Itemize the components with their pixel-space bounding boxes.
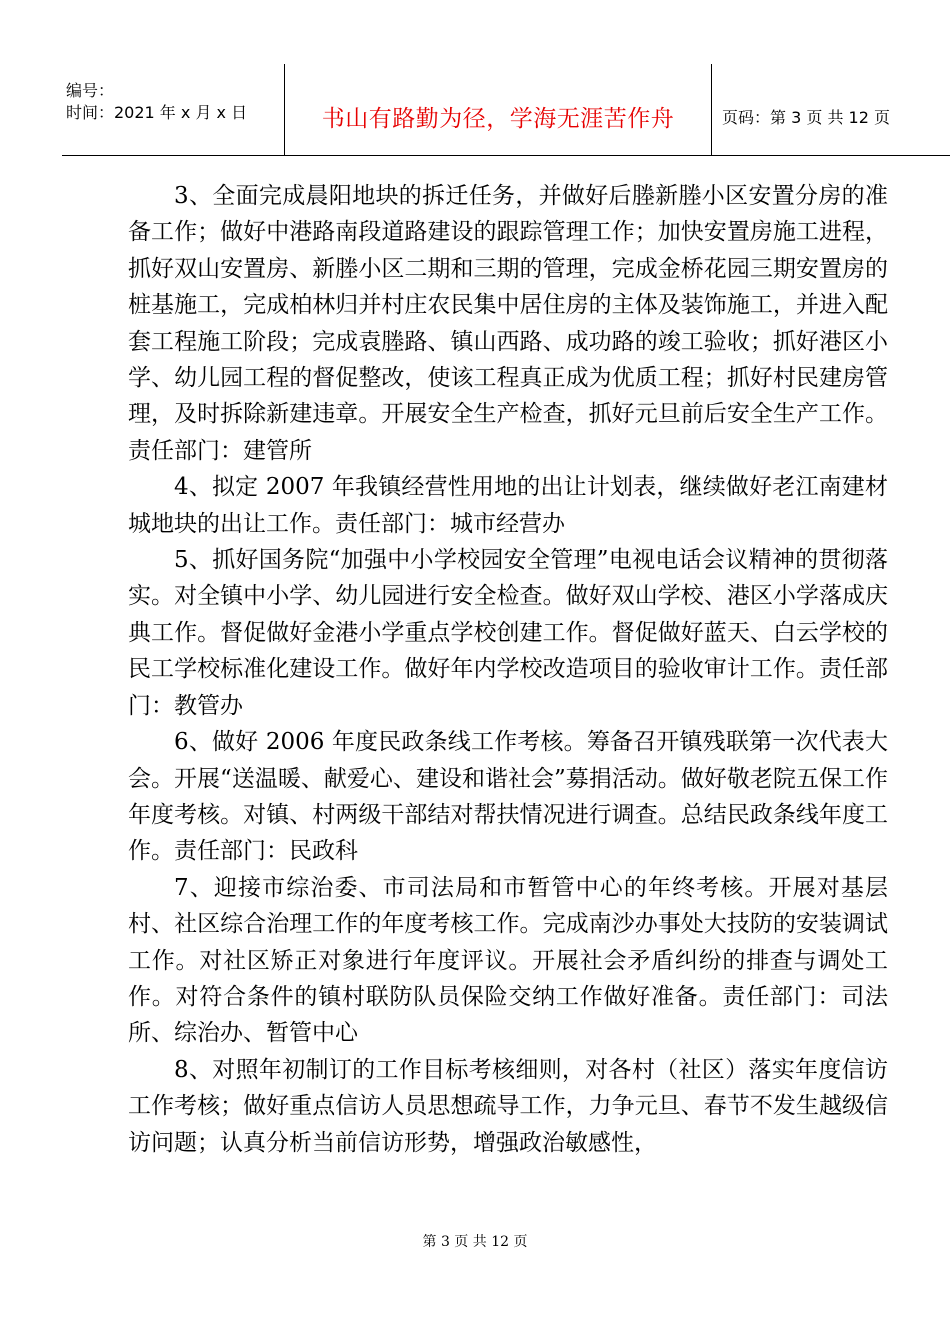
header-meta [66, 80, 247, 124]
header-divider-right [711, 64, 712, 156]
document-body [128, 178, 888, 1161]
header-motto: 书山有路勤为径，学海无涯苦作舟 [321, 106, 675, 132]
paragraph-item-4: 4、拟定 2007 年我镇经营性用地的出让计划表，继续做好老江南建材城地块的出让工作。责任部门：城市经营办 [128, 474, 888, 537]
paragraph-item-7: 7、迎接市综治委、市司法局和市暂管中心的年终考核。开展对基层村、社区综合治理工作的年度考核工作。完成南沙办事处大技防的安装调试工作。对社区矫正对象进行年度评议。开展社会矛盾纠纷的排查与调处工作。对符合条件的镇村联防队员保险交纳工作做好准备。责任部门：司法所、综治办、暂管中心 [128, 874, 888, 1047]
paragraph-item-5: 5、抓好国务院“加强中小学校园安全管理”电视电话会议精神的贯彻落实。对全镇中小学、幼儿园进行安全检查。做好双山学校、港区小学落成庆典工作。督促做好金港小学重点学校创建工作。督促做好蓝天、白云学校的民工学校标准化建设工作。做好年内学校改造项目的验收审计工作。责任部门：教管办 [128, 547, 888, 719]
paragraph-item-8: 8、对照年初制订的工作目标考核细则，对各村（社区）落实年度信访工作考核；做好重点信访人员思想疏导工作，力争元旦、春节不发生越级信访问题；认真分析当前信访形势，增强政治敏感性， [128, 1056, 888, 1156]
header-page-info: 页码：第 3 页 共 12 页 [722, 108, 890, 127]
document-code-label: 编号： [66, 81, 115, 100]
paragraph-item-3: 3、全面完成晨阳地块的拆迁任务，并做好后塍新塍小区安置分房的准备工作；做好中港路南段道路建设的跟踪管理工作；加快安置房施工进程，抓好双山安置房、新塍小区二期和三期的管理，完成金桥花园三期安置房的桩基施工，完成柏林归并村庄农民集中居住房的主体及装饰施工，并进入配套工程施工阶段；完成袁塍路、镇山西路、成功路的竣工验收；抓好港区小学、幼儿园工程的督促整改，使该工程真正成为优质工程；抓好村民建房管理，及时拆除新建违章。开展安全生产检查，抓好元旦前后安全生产工作。责任部门：建管所 [128, 183, 888, 464]
page-footer: 第 3 页 共 12 页 [422, 1234, 528, 1250]
header-rule [62, 155, 950, 156]
document-time: 时间：2021 年 x 月 x 日 [66, 103, 248, 122]
header-divider-left [284, 64, 285, 156]
paragraph-item-6: 6、做好 2006 年度民政条线工作考核。筹备召开镇残联第一次代表大会。开展“送温暖、献爱心、建设和谐社会”募捐活动。做好敬老院五保工作年度考核。对镇、村两级干部结对帮扶情况进行调查。总结民政条线年度工作。责任部门：民政科 [128, 729, 888, 865]
